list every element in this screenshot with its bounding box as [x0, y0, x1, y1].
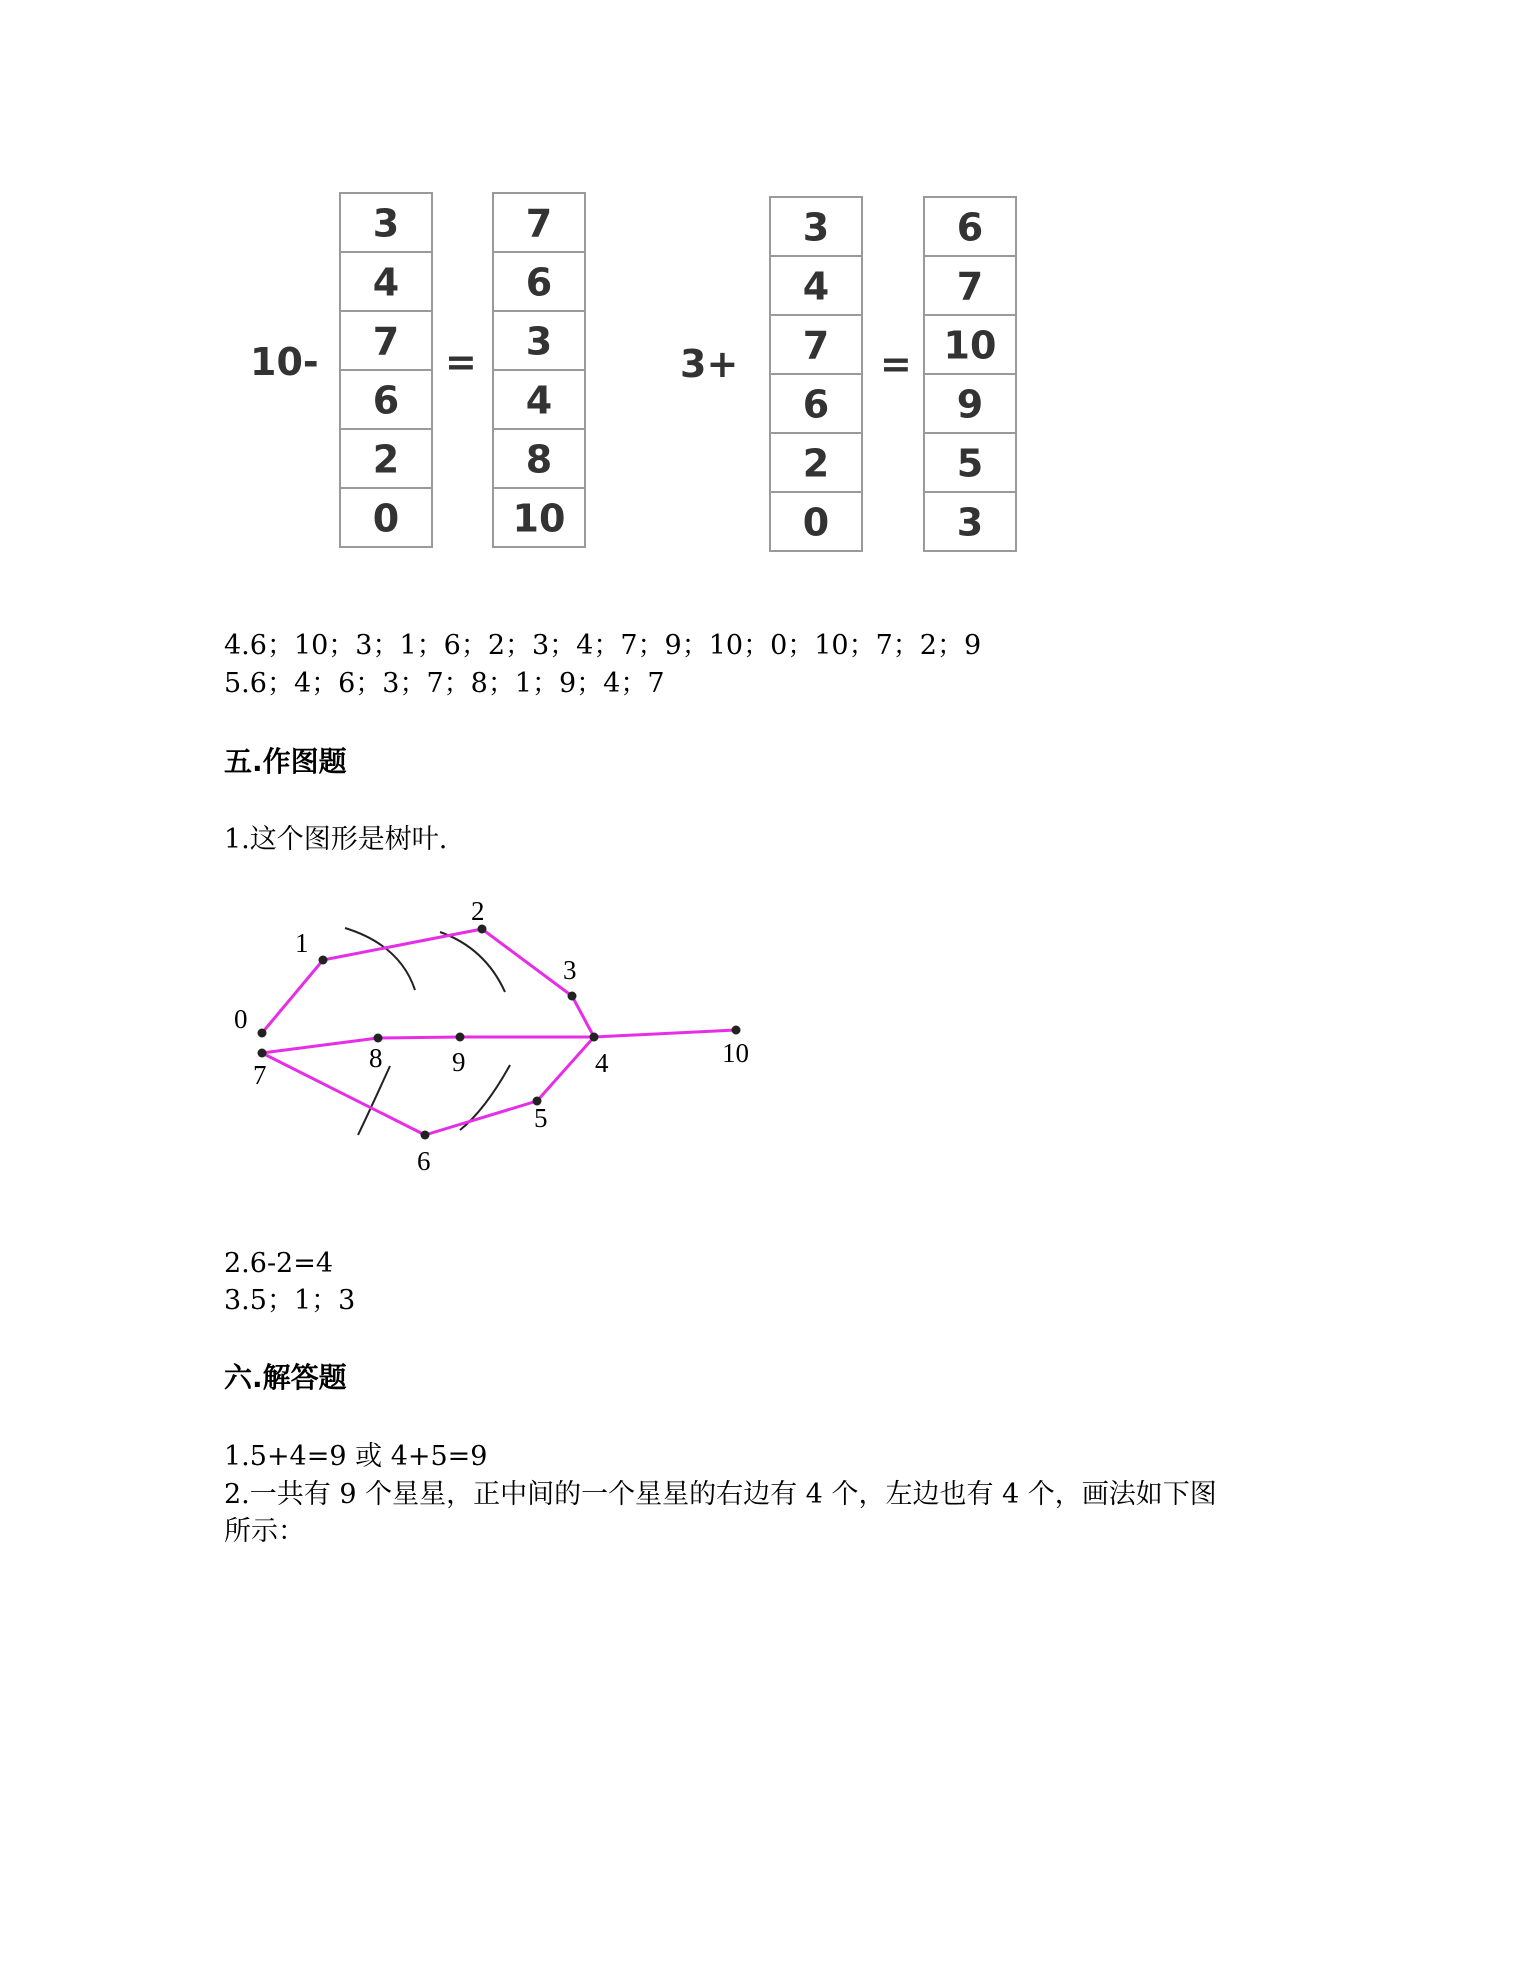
- section5-q2: 2.6-2=4: [224, 1248, 334, 1279]
- section6-title: 六.解答题: [224, 1361, 347, 1394]
- left-col-a-value: 4: [372, 260, 400, 305]
- left-col-a-value: 7: [372, 319, 400, 364]
- right-col-a-value: 6: [802, 382, 830, 427]
- section5-title: 五.作图题: [224, 745, 347, 778]
- leaf-label-4: 4: [595, 1048, 609, 1078]
- right-col-a-value: 7: [802, 323, 830, 368]
- right-col-b-value: 7: [956, 264, 984, 309]
- right-col-b-value: 10: [943, 323, 997, 368]
- left-col-b-value: 3: [525, 319, 553, 364]
- right-col-b-value: 9: [956, 382, 984, 427]
- right-col-b-value: 3: [956, 500, 984, 545]
- section5-q1: 1.这个图形是树叶.: [224, 824, 448, 855]
- leaf-label-0: 0: [234, 1004, 248, 1034]
- right-col-b-value: 6: [956, 205, 984, 250]
- section6-q1: 1.5+4=9 或 4+5=9: [224, 1441, 488, 1472]
- leaf-label-6: 6: [417, 1146, 431, 1176]
- left-col-a-value: 3: [372, 201, 400, 246]
- right-equals: =: [880, 342, 912, 386]
- right-col-a-value: 4: [802, 264, 830, 309]
- left-col-b-value: 7: [525, 201, 553, 246]
- left-col-a-value: 2: [372, 437, 400, 482]
- leaf-label-1: 1: [295, 928, 309, 958]
- leaf-label-10: 10: [722, 1038, 749, 1068]
- right-col-a-value: 0: [802, 500, 830, 545]
- left-col-a-value: 0: [372, 496, 400, 541]
- right-col-a-value: 3: [802, 205, 830, 250]
- section6-q2-line2: 所示：: [224, 1516, 305, 1547]
- left-col-b-value: 10: [512, 496, 566, 541]
- left-col-a-value: 6: [372, 378, 400, 423]
- equation-tables-figure: [240, 185, 1040, 565]
- answer-line-5: 5.6；4；6；3；7；8；1；9；4；7: [224, 668, 665, 699]
- leaf-figure: [220, 880, 780, 1190]
- right-prefix: 3+: [680, 342, 739, 386]
- leaf-label-9: 9: [452, 1047, 466, 1077]
- left-equals: =: [445, 340, 477, 384]
- left-prefix: 10-: [250, 340, 319, 384]
- leaf-label-8: 8: [369, 1043, 383, 1073]
- left-col-b-value: 8: [525, 437, 553, 482]
- left-col-b-value: 4: [525, 378, 553, 423]
- leaf-label-7: 7: [253, 1060, 267, 1090]
- section6-q2-line1: 2.一共有 9 个星星，正中间的一个星星的右边有 4 个，左边也有 4 个，画法如下图: [224, 1479, 1217, 1510]
- leaf-label-5: 5: [534, 1103, 548, 1133]
- left-col-b-value: 6: [525, 260, 553, 305]
- right-col-a-value: 2: [802, 441, 830, 486]
- right-col-b-value: 5: [956, 441, 984, 486]
- section5-q3: 3.5；1；3: [224, 1285, 356, 1316]
- leaf-label-3: 3: [563, 955, 577, 985]
- answer-line-4: 4.6；10；3；1；6；2；3；4；7；9；10；0；10；7；2；9: [224, 630, 982, 661]
- leaf-label-2: 2: [471, 896, 485, 926]
